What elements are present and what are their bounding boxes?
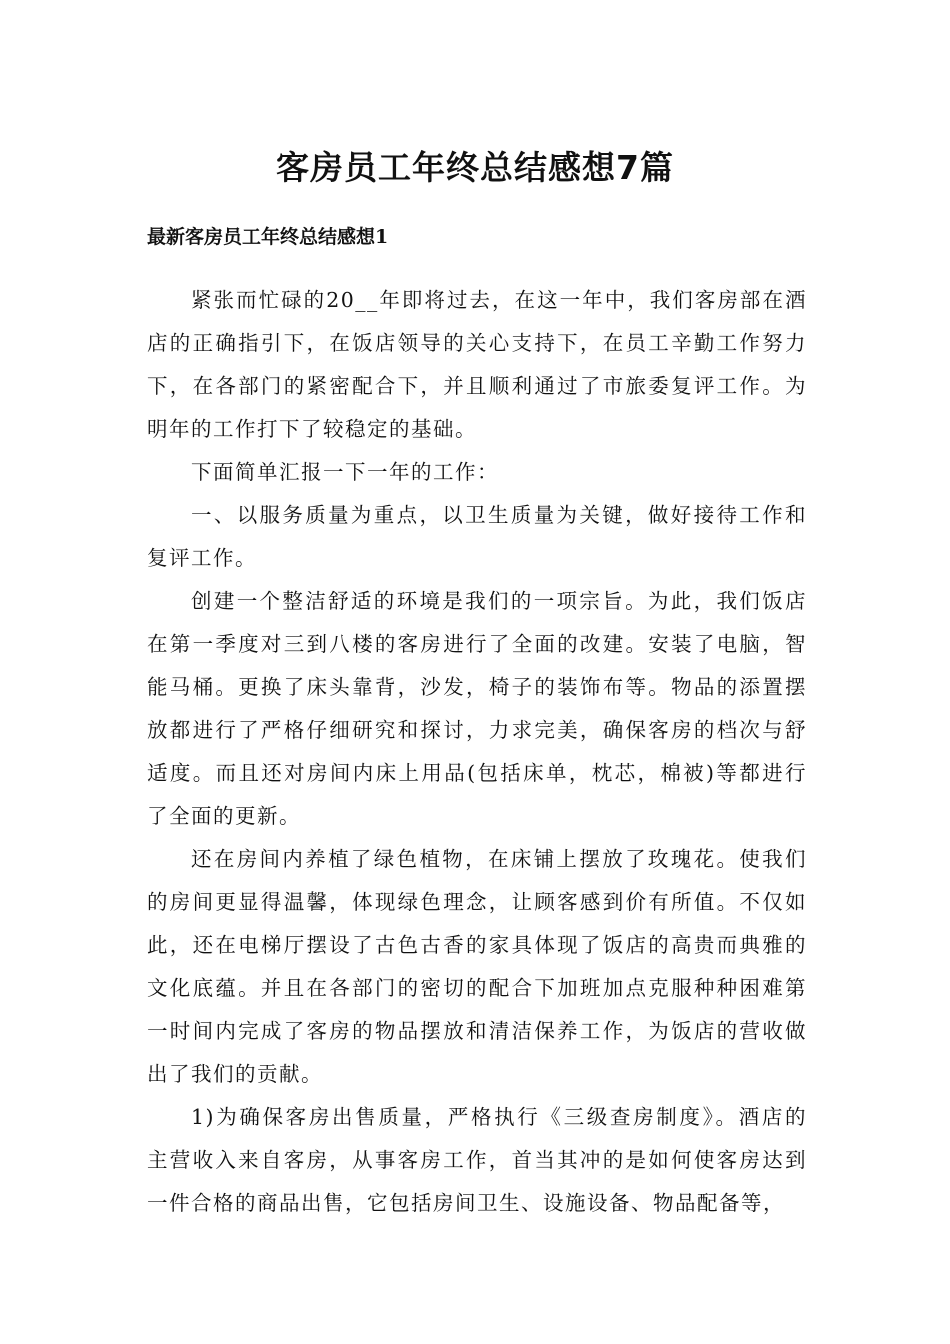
paragraph-line: 明年的工作打下了较稳定的基础。 bbox=[147, 417, 477, 441]
paragraph-line: 文化底蕴。并且在各部门的密切的配合下加班加点克服种种困难第 bbox=[147, 976, 807, 1000]
paragraph-line: 1)为确保客房出售质量，严格执行《三级查房制度》。酒店的 bbox=[191, 1105, 807, 1129]
body-paragraph bbox=[147, 838, 807, 1096]
paragraph-line: 此，还在电梯厅摆设了古色古香的家具体现了饭店的高贵而典雅的 bbox=[147, 933, 807, 957]
paragraph-line: 一时间内完成了客房的物品摆放和清洁保养工作，为饭店的营收做 bbox=[147, 1019, 807, 1043]
paragraph-line: 下，在各部门的紧密配合下，并且顺利通过了市旅委复评工作。为 bbox=[147, 374, 807, 398]
document-body bbox=[147, 279, 807, 1225]
paragraph-line: 一件合格的商品出售，它包括房间卫生、设施设备、物品配备等， bbox=[147, 1191, 785, 1215]
paragraph-line: 主营收入来自客房，从事客房工作，首当其冲的是如何使客房达到 bbox=[147, 1148, 807, 1172]
paragraph-line: 适度。而且还对房间内床上用品(包括床单，枕芯，棉被)等都进行 bbox=[147, 761, 807, 785]
paragraph-line: 能马桶。更换了床头靠背，沙发，椅子的装饰布等。物品的添置摆 bbox=[147, 675, 807, 699]
document-title: 客房员工年终总结感想7篇 bbox=[276, 148, 674, 187]
section-heading: 最新客房员工年终总结感想1 bbox=[147, 226, 389, 248]
paragraph-line: 的房间更显得温馨，体现绿色理念，让顾客感到价有所值。不仅如 bbox=[147, 890, 807, 914]
body-paragraph bbox=[147, 1096, 807, 1225]
body-paragraph bbox=[147, 494, 807, 580]
paragraph-line: 在第一季度对三到八楼的客房进行了全面的改建。安装了电脑，智 bbox=[147, 632, 807, 656]
body-paragraph bbox=[147, 451, 807, 494]
body-paragraph bbox=[147, 279, 807, 451]
paragraph-line: 一、以服务质量为重点，以卫生质量为关键，做好接待工作和 bbox=[191, 503, 807, 527]
paragraph-line: 复评工作。 bbox=[147, 546, 257, 570]
paragraph-line: 紧张而忙碌的20__年即将过去，在这一年中，我们客房部在酒 bbox=[191, 288, 807, 312]
paragraph-line: 下面简单汇报一下一年的工作： bbox=[191, 460, 499, 484]
paragraph-line: 店的正确指引下，在饭店领导的关心支持下，在员工辛勤工作努力 bbox=[147, 331, 807, 355]
paragraph-line: 了全面的更新。 bbox=[147, 804, 301, 828]
paragraph-line: 还在房间内养植了绿色植物，在床铺上摆放了玫瑰花。使我们 bbox=[191, 847, 807, 871]
paragraph-line: 出了我们的贡献。 bbox=[147, 1062, 323, 1086]
paragraph-line: 放都进行了严格仔细研究和探讨，力求完美，确保客房的档次与舒 bbox=[147, 718, 807, 742]
paragraph-line: 创建一个整洁舒适的环境是我们的一项宗旨。为此，我们饭店 bbox=[191, 589, 807, 613]
body-paragraph bbox=[147, 580, 807, 838]
